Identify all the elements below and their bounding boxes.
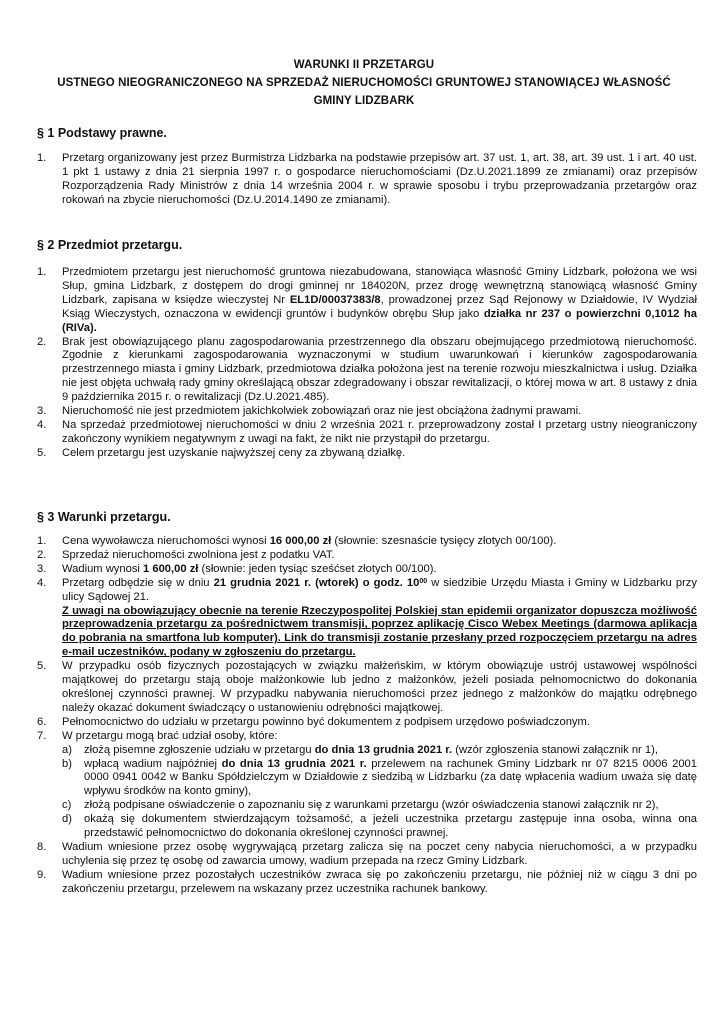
text-span: wpłacą wadium najpóźniej (84, 757, 222, 770)
list-item (37, 577, 697, 660)
section-2-list (37, 266, 697, 461)
list-item (37, 563, 697, 577)
list-item (37, 405, 697, 419)
document-title-line-1: WARUNKI II PRZETARGU (293, 59, 435, 71)
text-span: złożą pisemne zgłoszenie udziału w przetargu (84, 743, 315, 756)
item-text: W przypadku osób fizycznych pozostających w związku małżeńskim, w którym obowiązuje ustrój ustawowej wspólności majątkowej do przetargu stają oboje małżonkowie lub jedno z małżonków, jeżeli posiada pełnomocnictwo do dokonania określonej czynności prawnej. W przypadku nabywania nieruchomości przez jednego z małżonków do majątku odrębnego należy okazać dokument świadczący o ustanowieniu odrębności majątkowej. (62, 660, 697, 714)
item-text: Pełnomocnictwo do udziału w przetargu powinno być dokumentem z podpisem urzędowo poświadczonym. (62, 715, 590, 728)
list-item (37, 419, 697, 447)
item-text (62, 730, 697, 841)
list-item (37, 152, 697, 208)
list-item (37, 549, 697, 563)
list-item (37, 660, 697, 716)
sub-item (62, 799, 697, 813)
text-span: Wadium wynosi (62, 562, 144, 575)
sub-item-text: złożą podpisane oświadczenie o zapoznaniu się z warunkami przetargu (wzór oświadczenia stanowi załącznik nr 2), (84, 799, 659, 812)
auction-date-text: 21 grudnia 2021 r. (wtorek) o godz. 10 (213, 576, 420, 589)
item-text: Na sprzedaż przedmiotowej nieruchomości w dniu 2 września 2021 r. przeprowadzony został I przetarg ustny nieograniczony zakończony wynikiem negatywnym z uwagi na fakt, że nikt nie przystąpił do przetargu. (62, 418, 697, 445)
text-span: Cena wywoławcza nieruchomości wynosi (62, 535, 270, 547)
item-text: Wadium wniesione przez osobę wygrywającą przetarg zalicza się na poczet ceny nabycia nieruchomości, a w przypadku uchylenia się przez tę osobę od zawarcia umowy, wadium przepada na rzecz Gminy Lidzbark. (62, 840, 697, 867)
sub-item-letter: c) (62, 799, 72, 812)
item-text: Brak jest obowiązującego planu zagospodarowania przestrzennego dla obszaru obejmującego przedmiotową nieruchomość. Zgodnie z kierunkami zagospodarowania wyznaczonymi w studium uwarunkowań i kierunków zagospodarowania przestrzennego miasta i gminy Lidzbark, przedmiotowa działka położona jest na terenie rozwoju mieszkalnictwa i usług. Działka nie jest objęta uchwałą rady gminy określającą obszar zdegradowany i obszar rewitalizacji, o której mowa w art. 8 ustawy z dnia 9 października 2015 r. o rewitalizacji (Dz.U.2021.485). (62, 335, 697, 404)
item-number: 9. (37, 868, 47, 881)
item-number: 5. (37, 660, 47, 673)
item-number: 8. (37, 840, 47, 853)
text-span: W przetargu mogą brać udział osoby, które: (62, 729, 278, 742)
list-item (37, 869, 697, 897)
section-1-list (37, 152, 697, 208)
application-deadline: do dnia 13 grudnia 2021 r. (314, 743, 453, 756)
sub-item (62, 813, 697, 841)
item-number: 3. (37, 562, 47, 575)
online-transmission-notice: Z uwagi na obowiązujący obecnie na terenie Rzeczypospolitej Polskiej stan epidemii organizator dopuszcza możliwość przeprowadzenia przetargu za pośrednictwem transmisji, poprzez aplikację Cisco Webex Meetings (darmowa aplikacja do pobrania na smartfona lub komputer). Link do transmisji zostanie przesłany przed rozpoczęciem przetargu na adres e-mail uczestników, podany w zgłoszeniu do przetargu. (62, 604, 697, 659)
item-number: 5. (37, 446, 47, 459)
deposit-amount: 1 600,00 zł (143, 562, 199, 575)
deposit-deadline: do dnia 13 grudnia 2021 r. (221, 757, 367, 770)
sub-item-text (84, 758, 697, 800)
auction-date (214, 577, 428, 589)
section-2-heading: § 2 Przedmiot przetargu. (37, 238, 183, 252)
document-title-line-3: GMINY LIDZBARK (313, 95, 415, 107)
list-item (37, 730, 697, 841)
list-item (37, 535, 697, 549)
auction-time-minutes: 00 (419, 577, 428, 585)
item-number: 6. (37, 715, 47, 728)
item-text (62, 577, 697, 660)
section-1-heading: § 1 Podstawy prawne. (37, 126, 167, 140)
item-number: 7. (37, 729, 47, 742)
list-item (37, 336, 697, 406)
sub-item-letter: d) (62, 813, 72, 826)
sub-item (62, 744, 697, 758)
item-number: 4. (37, 418, 47, 431)
sub-item-text: okażą się dokumentem stwierdzającym tożsamość, a jeżeli uczestnika przetargu zastępuje inna osoba, winna ona przedstawić pełnomocnictwo do dokonania określonej czynności prawnej. (84, 813, 697, 840)
item-text: Wadium wniesione przez pozostałych uczestników zwraca się po zakończeniu przetargu, nie później niż w ciągu 3 dni po zakończeniu przetargu, przelewem na wskazany przez uczestnika rachunek bankowy. (62, 868, 697, 895)
item-number: 1. (37, 152, 47, 164)
sub-item (62, 758, 697, 800)
item-number: 3. (37, 405, 47, 418)
sub-item-letter: a) (62, 743, 72, 756)
item-text (62, 266, 697, 336)
item-text (62, 563, 697, 577)
text-span: (wzór zgłoszenia stanowi załącznik nr 1), (452, 743, 658, 756)
document-title-line-2: USTNEGO NIEOGRANICZONEGO NA SPRZEDAŻ NIERUCHOMOŚCI GRUNTOWEJ STANOWIĄCEJ WŁASNOŚĆ (57, 77, 671, 89)
item-number: 2. (37, 548, 47, 561)
list-item (37, 447, 697, 461)
list-item (37, 841, 697, 869)
item-number: 4. (37, 576, 47, 589)
section-3-heading: § 3 Warunki przetargu. (37, 510, 171, 524)
starting-price: 16 000,00 zł (269, 535, 332, 547)
list-item (37, 266, 697, 336)
sub-item-letter: b) (62, 757, 72, 770)
section-3-list (37, 535, 697, 897)
item-text: Przetarg organizowany jest przez Burmistrza Lidzbarka na podstawie przepisów art. 37 ust. 1, art. 38, art. 39 ust. 1 i art. 40 ust. 1 pkt 1 ustawy z dnia 21 sierpnia 1997 r. o gospodarce nieruchomościami (Dz.U.2021.1899 ze zmianami) oraz przepisów Rozporządzenia Rady Ministrów z dnia 14 września 2004 r. w sprawie sposobu i trybu przeprowadzania przetargów oraz rokowań na zbycie nieruchomości (Dz.U.2014.1490 ze zmianami). (62, 152, 697, 206)
item-text (62, 535, 697, 549)
item-text: Nieruchomość nie jest przedmiotem jakichkolwiek zobowiązań oraz nie jest obciążona żadnymi prawami. (62, 405, 582, 418)
land-register-number: EL1D/00037383/8 (289, 293, 381, 306)
item-number: 1. (37, 535, 47, 547)
text-span: (słownie: szesnaście tysięcy złotych 00/100). (331, 535, 557, 547)
parcel-description: działka nr 237 o powierzchni 0,1012 ha (RIVa). (62, 307, 697, 334)
list-item (37, 716, 697, 730)
item-text: Celem przetargu jest uzyskanie najwyższej ceny za zbywaną działkę. (62, 446, 406, 459)
text-span: (słownie: jeden tysiąc sześćset złotych 00/100). (198, 562, 437, 575)
item-number: 2. (37, 335, 47, 348)
text-span: przelewem na rachunek Gminy Lidzbark nr 07 8215 0006 2001 0000 0941 0042 w Banku Spółdzielczym w Działdowie z siedzibą w Lidzbarku (za datę wpłacenia wadium uważa się datę wpływu środków na konto gminy), (84, 757, 698, 798)
text-span: Przetarg odbędzie się w dniu (62, 576, 214, 589)
sub-item-text (84, 744, 697, 758)
item-text: Sprzedaż nieruchomości zwolniona jest z podatku VAT. (62, 548, 335, 561)
text-span: , prowadzonej przez Sąd Rejonowy w Działdowie, IV Wydział Ksiąg Wieczystych, oznaczona w ewidencji gruntów i budynków obrębu Słup jako (62, 293, 697, 320)
text-span: w siedzibie Urzędu Miasta i Gminy w Lidzbarku przy ulicy Sądowej 21. (62, 576, 697, 603)
text-span: Przedmiotem przetargu jest nieruchomość gruntowa niezabudowana, stanowiąca własność Gminy Lidzbark, położona we wsi Słup, gmina Lidzbark, z dostępem do drogi gminnej nr 184020N, przez drogę wewnętrzną stanowiącą własność Gminy Lidzbark, zapisana w księdze wieczystej Nr (62, 266, 697, 306)
item-number: 1. (37, 266, 47, 278)
